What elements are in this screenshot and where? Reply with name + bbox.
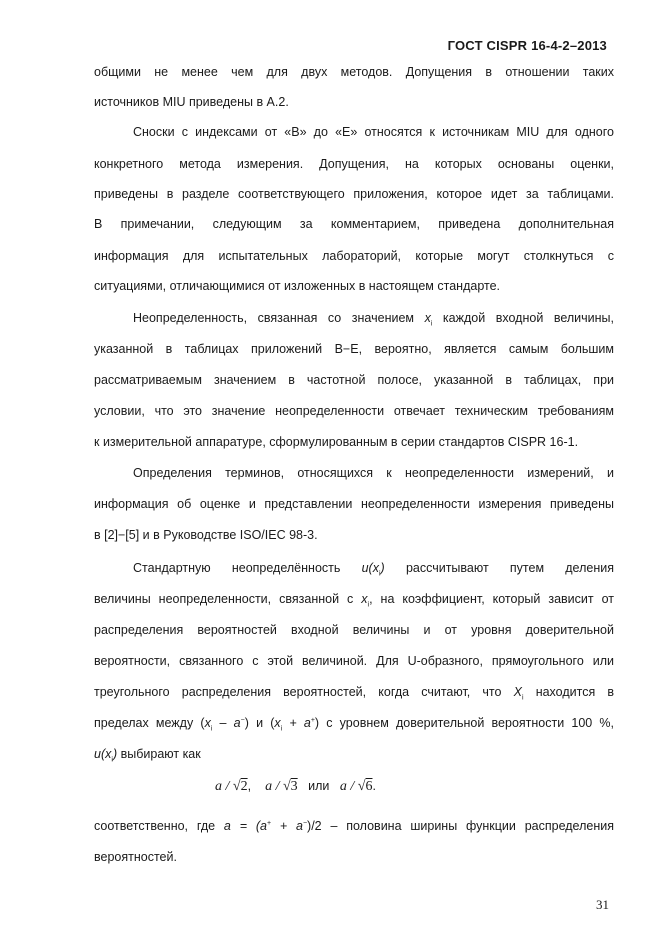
symbol-sup-plus: + (266, 819, 272, 827)
radicand: 6 (365, 779, 373, 794)
symbol-u-x: u(x (94, 747, 112, 761)
text-line-xi (133, 310, 614, 326)
formula (215, 779, 376, 795)
symbol-sup-minus: − (240, 716, 245, 724)
text-line: указанной в таблицах приложений B−E, вероятно, является самым большим (94, 342, 614, 356)
text-line: источников MIU приведены в A.2. (94, 95, 289, 109)
document-header: ГОСТ CISPR 16-4-2–2013 (447, 38, 607, 53)
text-fragment: находится в (535, 685, 614, 699)
symbol-sub-i: i (210, 725, 213, 733)
symbol-sup-plus: + (310, 716, 315, 724)
symbol-x: x (204, 716, 211, 730)
text-line: вероятностей. (94, 850, 177, 864)
formula-slash: / (222, 779, 233, 794)
sqrt-icon: √ (357, 779, 366, 794)
text-line: общими не менее чем для двух методов. Допущения в отношении таких (94, 65, 614, 79)
text-line: В примечании, следующим за комментарием, приведена дополнительная (94, 217, 614, 231)
symbol-sub-i: i (430, 320, 433, 328)
text-fragment: , на коэффициент, который зависит от (369, 592, 615, 606)
text-fragment: Стандартную неопределённость (133, 561, 341, 575)
text-fragment: соответственно, где (94, 819, 216, 833)
text-line: Сноски с индексами от «B» до «E» относятся к источникам MIU для одного (133, 125, 614, 139)
text-line-choose: $u(x_i)$ выбирают как (94, 747, 201, 764)
formula-slash: / (346, 779, 358, 794)
text-fragment: рассчитывают путем деления (405, 561, 614, 575)
sqrt-icon: √ (232, 779, 241, 794)
symbol-sub-i: i (521, 694, 524, 702)
text-line-Xi (94, 684, 614, 700)
text-line: распределения вероятностей входной величины и от уровня доверительной (94, 623, 614, 637)
text-fragment: – половина ширины функции распределения (330, 819, 614, 833)
text-fragment: выбирают как (120, 747, 201, 761)
formula-a: a (265, 779, 273, 794)
symbol-X: X (513, 685, 522, 699)
symbol-a-expr-end: )/2 (307, 819, 322, 833)
text-line-xi2 (94, 591, 614, 607)
symbol-plus-a: + a (282, 716, 311, 730)
text-line: информация об оценке и представлении неопределенности измерения приведены (94, 497, 614, 511)
symbol-u-x: u(x (361, 561, 379, 575)
text-fragment: треугольного распределения вероятностей, когда считают, что (94, 685, 502, 699)
text-line: в [2]−[5] и в Руководстве ISO/IEC 98-3. (94, 528, 318, 542)
text-fragment: каждой входной величины, (442, 311, 615, 325)
text-line: приведены в разделе соответствующего приложения, которое идет за таблицами. (94, 187, 614, 201)
symbol-a-expr-mid: + a (271, 819, 303, 833)
symbol-sub-i: i (367, 601, 370, 609)
text-line: информация для испытательных лабораторий, которые могут столкнуться с (94, 249, 614, 263)
symbol-x: x (424, 311, 431, 325)
text-fragment: Неопределенность, связанная со значением (133, 311, 415, 325)
text-line-a-def (94, 818, 614, 834)
text-fragment: величины неопределенности, связанной с (94, 592, 354, 606)
symbol-sub-i: i (280, 725, 283, 733)
text-fragment: пределах между ( (94, 716, 205, 730)
formula-a: a (215, 779, 222, 794)
radicand: 2 (240, 779, 248, 794)
radicand: 3 (290, 779, 298, 794)
symbol-a-expr: a = (a (223, 819, 267, 833)
text-line-uxi: Стандартную неопределённость $u(x_i)$ рассчитывают путем деления (133, 561, 614, 578)
text-fragment: ) и ( (244, 716, 275, 730)
symbol-minus-a: – a (212, 716, 241, 730)
symbol-sub-i: i (111, 756, 113, 764)
text-line: Определения терминов, относящихся к неопределенности измерений, и (133, 466, 614, 480)
formula-slash: / (272, 779, 283, 794)
text-line: вероятности, связанного с этой величиной. Для U-образного, прямоугольного или (94, 654, 614, 668)
formula-or: или (308, 779, 330, 793)
text-line: к измерительной аппаратуре, сформулированным в серии стандартов CISPR 16-1. (94, 435, 579, 449)
symbol-sup-minus: − (302, 819, 308, 827)
symbol-sub-i: i (378, 570, 381, 578)
formula-dot: . (372, 779, 376, 793)
formula-a: a (339, 779, 347, 794)
text-line: рассматриваемым значением в частотной полосе, указанной в таблицах, при (94, 373, 614, 387)
text-line-interval (94, 715, 614, 731)
text-line: конкретного метода измерения. Допущения, на которых основаны оценки, (94, 157, 614, 171)
sqrt-icon: √ (282, 779, 291, 794)
page-number: 31 (596, 897, 609, 912)
text-line: ситуациями, отличающимися от изложенных в настоящем стандарте. (94, 279, 500, 293)
symbol-x: x (361, 592, 368, 606)
formula-comma: , (247, 779, 252, 793)
text-fragment: ) с уровнем доверительной вероятности 100 %, (314, 716, 614, 730)
text-line: условии, что это значение неопределенности отвечает техническим требованиям (94, 404, 614, 418)
symbol-x: x (274, 716, 281, 730)
